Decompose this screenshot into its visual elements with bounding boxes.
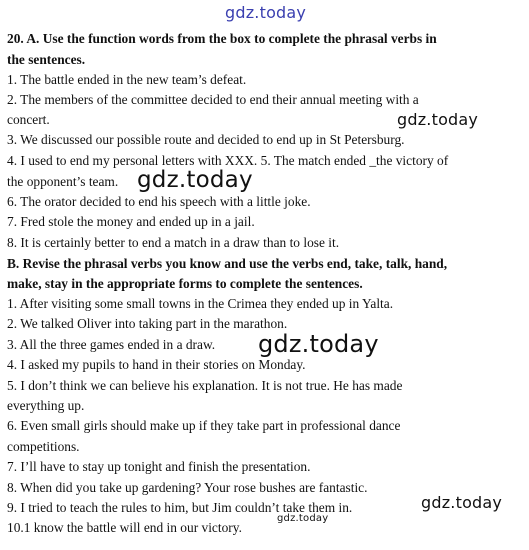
- sentence-b1: 1. After visiting some small towns in the Crimea they ended up in Yalta.: [7, 296, 394, 311]
- watermark-5: gdz.today: [277, 513, 329, 524]
- watermark-2: gdz.today: [137, 167, 253, 193]
- sentence-b3: 3. All the three games ended in a draw.: [7, 337, 216, 352]
- sentence-a2: 2. The members of the committee decided to end their annual meeting with a: [7, 92, 419, 107]
- sentence-a7: 7. Fred stole the money and ended up in a jail.: [7, 214, 255, 229]
- watermark-3: gdz.today: [258, 330, 379, 358]
- sentence-b4: 4. I asked my pupils to hand in their stories on Monday.: [7, 357, 306, 372]
- sentence-b6-cont: competitions.: [7, 439, 80, 454]
- watermark-1: gdz.today: [397, 110, 479, 129]
- watermark-top: gdz.today: [225, 3, 307, 22]
- sentence-a3: 3. We discussed our possible route and decided to end up in St Petersburg.: [7, 132, 405, 147]
- sentence-b5: 5. I don’t think we can believe his explanation. It is not true. He has made: [7, 378, 403, 393]
- watermark-4: gdz.today: [421, 493, 503, 512]
- sentence-b5-cont: everything up.: [7, 398, 85, 413]
- sentence-b6: 6. Even small girls should make up if they take part in professional dance: [7, 418, 401, 433]
- exercise-b-heading: B. Revise the phrasal verbs you know and use the verbs end, take, talk, hand,: [7, 256, 448, 271]
- sentence-a1: 1. The battle ended in the new team’s defeat.: [7, 72, 247, 87]
- exercise-a-heading: 20. A. Use the function words from the box to complete the phrasal verbs in: [7, 31, 437, 46]
- exercise-b-heading-cont: make, stay in the appropriate forms to complete the sentences.: [7, 276, 363, 291]
- sentence-b7: 7. I’ll have to stay up tonight and finish the presentation.: [7, 459, 311, 474]
- sentence-a6: 6. The orator decided to end his speech with a little joke.: [7, 194, 311, 209]
- sentence-b10: 10.1 know the battle will end in our victory.: [7, 520, 242, 535]
- sentence-a8: 8. It is certainly better to end a match in a draw than to lose it.: [7, 235, 340, 250]
- exercise-a-heading-cont: the sentences.: [7, 52, 86, 67]
- sentence-a5-cont: the opponent’s team.: [7, 174, 119, 189]
- sentence-a4-a5: 4. I used to end my personal letters with XXX. 5. The match ended _the victory of: [7, 153, 449, 168]
- sentence-b9: 9. I tried to teach the rules to him, but Jim couldn’t take them in.: [7, 500, 353, 515]
- sentence-b8: 8. When did you take up gardening? Your rose bushes are fantastic.: [7, 480, 368, 495]
- sentence-b2: 2. We talked Oliver into taking part in the marathon.: [7, 316, 288, 331]
- sentence-a2-cont: concert.: [7, 112, 50, 127]
